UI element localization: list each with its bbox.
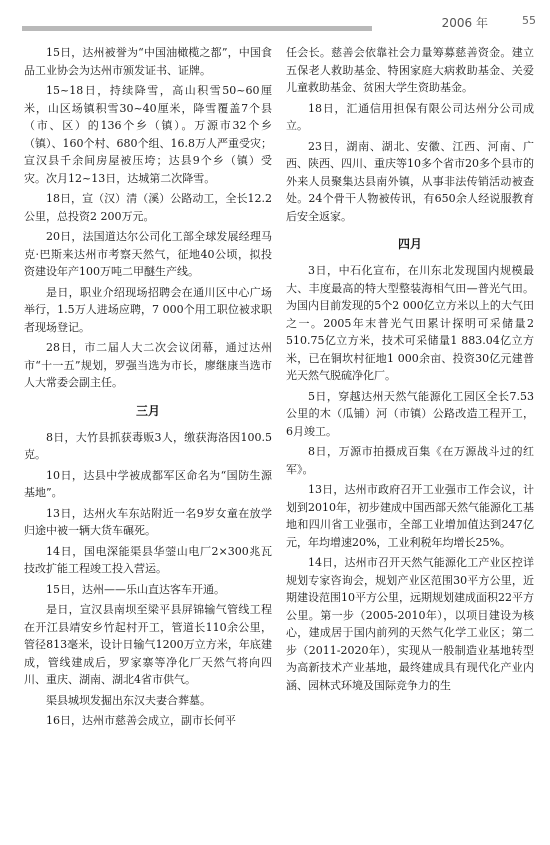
chronicle-entry: 28日，市二届人大二次会议闭幕，通过达州市“十一五”规划，罗强当选为市长，廖继康当选市人大常委会副主任。 — [24, 341, 272, 389]
chronicle-entry: 18日，汇通信用担保有限公司达州分公司成立。 — [286, 101, 534, 132]
chronicle-entry: 15日，达州被誉为“中国油橄榄之都”，中国食品工业协会为达州市颁发证书、证牌。 — [24, 46, 272, 77]
month-heading: 四月 — [397, 237, 422, 251]
chronicle-entry: 8日，万源市拍摄成百集《在万源战斗过的红军》。 — [286, 445, 534, 476]
chronicle-entry: 18日，宣（汉）清（溪）公路动工，全长12.2公里，总投资2 200万元。 — [24, 192, 272, 223]
page-header — [22, 8, 536, 34]
chronicle-entry: 是日，宣汉县南坝至梁平县屏锦输气管线工程在开江县靖安乡竹起村开工，管道长110余公里，管径813毫米，设计日输气1200万立方米，年底建成，管线建成后，罗家寨等净化厂天然气将向四川、重庆、湖南、湖北4省市供气。 — [24, 603, 272, 686]
chronicle-entry: 15日，达州——乐山直达客车开通。 — [46, 582, 225, 596]
chronicle-entry: 15~18日，持续降雪，高山积雪50~60厘米，山区场镇积雪30~40厘米，降雪覆盖7个县（市、区）的136个乡（镇）。万源市32个乡（镇）、160个村、680个组、16.8万人严重受灾；宣汉县千余间房屋被压垮；达县9个乡（镇）受灾。次月12~13日，达城第二次降雪。 — [24, 84, 272, 185]
chronicle-entry: 20日，法国道达尔公司化工部全球发展经理马克·巴斯来达州市考察天然气，征地40公顷，拟投资建设年产100万吨二甲醚生产线。 — [24, 230, 272, 278]
chronicle-entry: 14日，国电深能渠县华蓥山电厂2×300兆瓦技改扩能工程竣工投入营运。 — [24, 544, 272, 575]
chronicle-entry: 16日，达州市慈善会成立，副市长何平 — [46, 714, 236, 727]
chronicle-entry: 任会长。慈善会依靠社会力量筹募慈善资金。建立五保老人救助基金、特困家庭大病救助基金、关爱儿童救助基金、贫困大学生资助基金。 — [286, 46, 534, 94]
chronicle-entry: 是日，职业介绍现场招聘会在通川区中心广场举行，1.5万人进场应聘，7 000个用工职位被求职者现场登记。 — [24, 285, 272, 334]
chronicle-entry: 23日，湖南、湖北、安徽、江西、河南、广西、陕西、四川、重庆等10多个省市20多个县市的外来人员聚集达县南外镇，从事非法传销活动被查处。24个骨干人物被传讯，有650余人经说服教育后安全返家。 — [286, 139, 534, 223]
chronicle-entry: 10日，达县中学被成都军区命名为“国防生源基地”。 — [24, 468, 272, 499]
header-rule — [22, 26, 372, 31]
chronicle-entry: 8日，大竹县抓获毒贩3人，缴获海洛因100.5克。 — [24, 430, 272, 461]
chronicle-entry: 渠县城坝发掘出东汉夫妻合葬墓。 — [46, 693, 211, 707]
header-year: 2006 年 — [441, 16, 488, 30]
chronicle-entry: 14日，达州市召开天然气能源化工产业区控详规划专家咨询会，规划产业区范围30平方公里，近期建设范围10平方公里，远期规划建成面积22平方公里。第一步（2005-2010年），以项目建设为核心，建成居于国内前列的天然气化学工业区；第二步（2011-2020年），实现从一般制造业基地转型为高新技术产业基地，最终建成具有现代化产业内涵、园林式环境及国际竞争力的生 — [286, 556, 534, 692]
month-heading: 三月 — [135, 403, 160, 418]
chronicle-entry: 13日，达州火车东站附近一名9岁女童在放学归途中被一辆大货车碾死。 — [24, 506, 272, 537]
chronicle-entry: 13日，达州市政府召开工业强市工作会议，计划到2010年，初步建成中国西部天然气能源化工基地和四川省工业强市，全部工业增加值达到247亿元，年均增速20%，工业利税年均增长25%。 — [286, 483, 534, 549]
right-column — [286, 44, 534, 697]
page-number: 55 — [522, 14, 536, 27]
chronicle-entry: 3日，中石化宣布，在川东北发现国内规模最大、丰度最高的特大型整装海相气田—普光气田。为国内目前发现的5个2 000亿立方米以上的大气田之一。2005年末普光气田累计探明可采储量2 510.75亿立方米，技术可采储量1 883.04亿立方米，已在铜坎村征地1 000余亩、投资30亿元建普光天然气脱硫净化厂。 — [286, 264, 534, 382]
left-column — [24, 44, 272, 733]
chronicle-entry: 5日，穿越达州天然气能源化工园区全长7.53公里的木（瓜铺）河（市镇）公路改造工程开工，6月竣工。 — [286, 389, 534, 438]
